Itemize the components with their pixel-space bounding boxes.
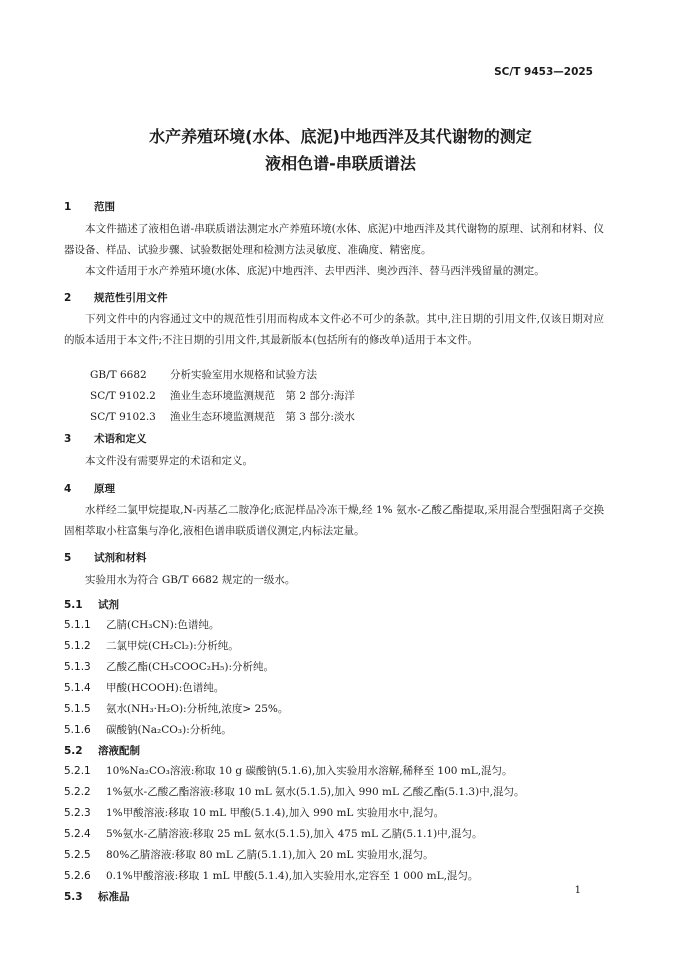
paragraph: 本文件没有需要界定的术语和定义。 (85, 455, 253, 467)
section-heading: 1 范围 (64, 201, 115, 213)
paragraph: 本文件描述了液相色谱-串联质谱法测定水产养殖环境(水体、底泥)中地西泮及其代谢物的原理、试剂和材料、仪器设备、样品、试验步骤、试验数据处理和检测方法灵敏度、准确度、精密度。 (64, 223, 604, 256)
page-number: 1 (574, 885, 581, 896)
paragraph: 下列文件中的内容通过文中的规范性引用而构成本文件必不可少的条款。其中,注日期的引用文件,仅该日期对应的版本适用于本文件;不注日期的引用文件,其最新版本(包括所有的修改单)适用于本文件。 (64, 313, 604, 346)
reagent-item: 5.1.2 二氯甲烷(CH₂Cl₂):分析纯。 (64, 640, 239, 652)
reagent-item: 5.1.6 碳酸钠(Na₂CO₃):分析纯。 (64, 724, 232, 736)
section-heading: 2 规范性引用文件 (64, 292, 168, 304)
solution-item: 5.2.2 1%氨水-乙酸乙酯溶液:移取 10 mL 氨水(5.1.5),加入 990 mL 乙酸乙酯(5.1.3)中,混匀。 (64, 786, 525, 798)
document-title: 水产养殖环境(水体、底泥)中地西泮及其代谢物的测定 (149, 127, 532, 146)
paragraph: 实验用水为符合 GB/T 6682 规定的一级水。 (85, 574, 296, 586)
section-heading: 3 术语和定义 (64, 433, 147, 445)
paragraph: 水样经二氯甲烷提取,N-丙基乙二胺净化;底泥样品冷冻干燥,经 1% 氨水-乙酸乙酯提取,采用混合型强阳离子交换固相萃取小柱富集与净化,液相色谱串联质谱仪测定,内标法定量。 (64, 504, 604, 537)
reference-item: SC/T 9102.2 渔业生态环境监测规范 第 2 部分:海洋 (90, 390, 355, 402)
solution-item: 5.2.1 10%Na₂CO₃溶液:称取 10 g 碳酸钠(5.1.6),加入实验用水溶解,稀释至 100 mL,混匀。 (64, 765, 513, 777)
reagent-item: 5.1.5 氨水(NH₃·H₂O):分析纯,浓度> 25%。 (64, 703, 289, 715)
document-subtitle: 液相色谱-串联质谱法 (265, 154, 416, 173)
standard-code: SC/T 9453—2025 (494, 66, 593, 78)
solution-item: 5.2.5 80%乙腈溶液:移取 80 mL 乙腈(5.1.1),加入 20 mL 实验用水,混匀。 (64, 849, 434, 861)
section-heading: 4 原理 (64, 483, 115, 495)
reference-item: SC/T 9102.3 渔业生态环境监测规范 第 3 部分:淡水 (90, 411, 355, 423)
subsection-heading: 5.1 试剂 (64, 599, 119, 611)
section-heading: 5 试剂和材料 (64, 552, 147, 564)
subsection-heading: 5.2 溶液配制 (64, 745, 140, 757)
reagent-item: 5.1.1 乙腈(CH₃CN):色谱纯。 (64, 619, 220, 631)
solution-item: 5.2.4 5%氨水-乙腈溶液:移取 25 mL 氨水(5.1.5),加入 475 mL 乙腈(5.1.1)中,混匀。 (64, 828, 483, 840)
solution-item: 5.2.6 0.1%甲酸溶液:移取 1 mL 甲酸(5.1.4),加入实验用水,定容至 1 000 mL,混匀。 (64, 870, 479, 882)
reagent-item: 5.1.4 甲酸(HCOOH):色谱纯。 (64, 682, 225, 694)
subsection-heading: 5.3 标准品 (64, 891, 130, 903)
reagent-item: 5.1.3 乙酸乙酯(CH₃COOC₂H₅):分析纯。 (64, 661, 274, 673)
solution-item: 5.2.3 1%甲酸溶液:移取 10 mL 甲酸(5.1.4),加入 990 mL 实验用水中,混匀。 (64, 807, 445, 819)
reference-item: GB/T 6682 分析实验室用水规格和试验方法 (90, 369, 317, 381)
paragraph: 本文件适用于水产养殖环境(水体、底泥)中地西泮、去甲西泮、奥沙西泮、替马西泮残留量的测定。 (85, 265, 545, 277)
